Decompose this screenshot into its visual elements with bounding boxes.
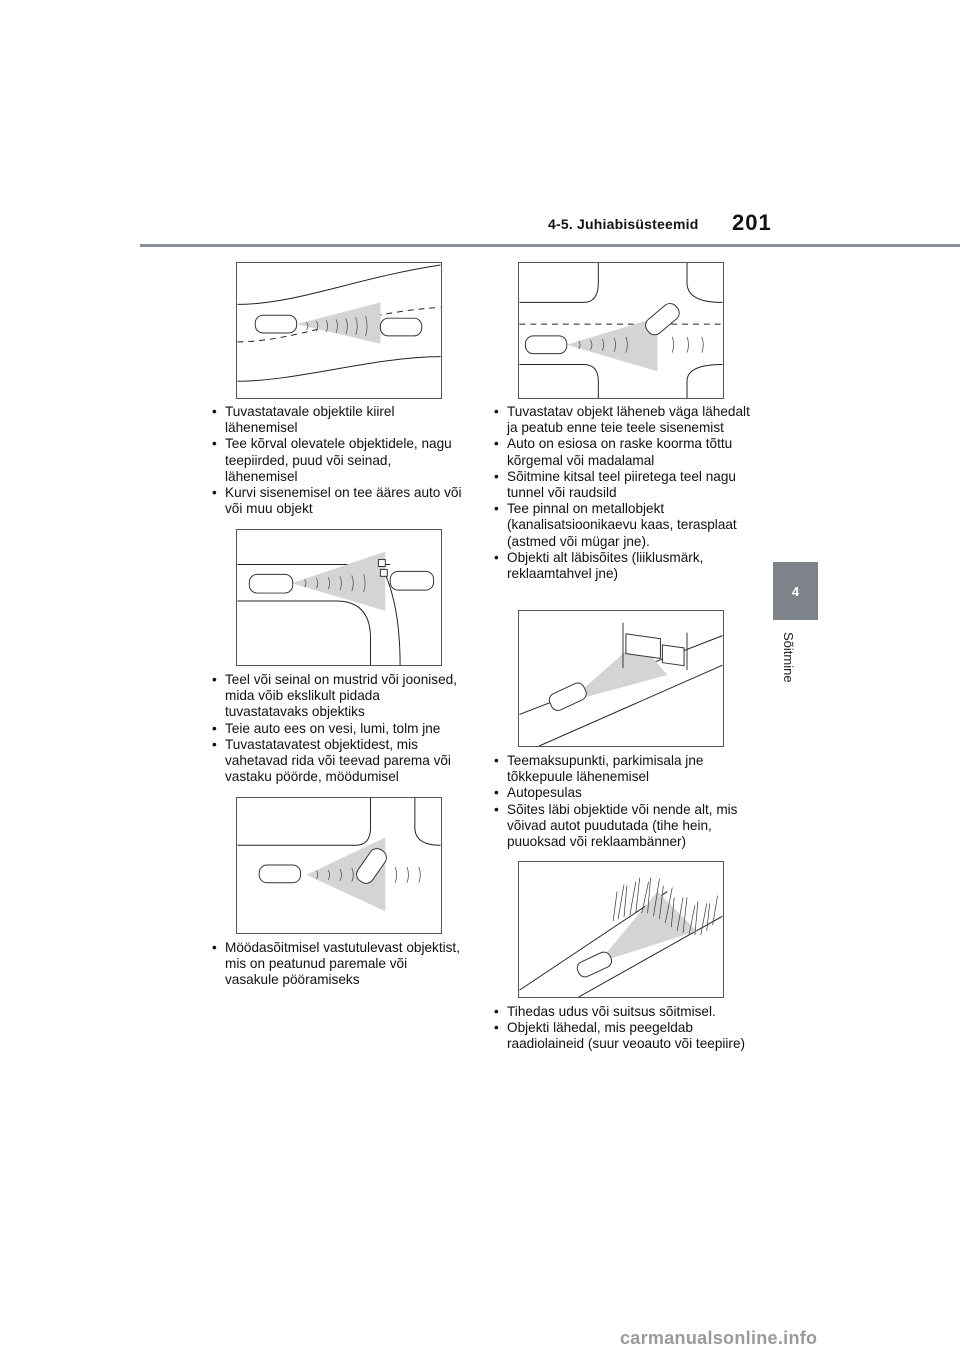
list-item: • Teie auto ees on vesi, lumi, tolm jne xyxy=(208,721,464,737)
list-item: • Tihedas udus või suitsus sõitmisel. xyxy=(490,1004,754,1020)
figure-curve-approach xyxy=(236,262,442,399)
header-divider-right xyxy=(842,244,960,247)
figure-oncoming-turn xyxy=(236,797,442,934)
illustration-curve-road xyxy=(237,263,441,398)
right-list-2 xyxy=(490,753,754,850)
left-list-3 xyxy=(208,940,464,989)
list-item: • Tee pinnal on metallobjekt (kanalisatsioonikaevu kaas, terasplaat (astmed või mügar jne). xyxy=(490,501,754,550)
illustration-crossroad xyxy=(519,263,723,398)
list-item: • Tuvastatav objekt läheneb väga lähedalt ja peatub enne teie teele sisenemist xyxy=(490,404,754,436)
chapter-tab[interactable] xyxy=(773,562,818,620)
chapter-label: Sõitmine xyxy=(781,632,796,683)
list-item: • Kurvi sisenemisel on tee ääres auto või või muu objekt xyxy=(208,485,464,517)
list-item: • Tee kõrval olevatele objektidele, nagu teepiirded, puud või seinad, lähenemisel xyxy=(208,436,464,485)
right-list-3 xyxy=(490,1004,754,1053)
list-item: • Objekti alt läbisõites (liiklusmärk, reklaamtahvel jne) xyxy=(490,550,754,582)
right-list-1 xyxy=(490,404,754,582)
figure-overhead-sign xyxy=(518,610,724,747)
left-list-1 xyxy=(208,404,464,517)
list-item: • Sõitmine kitsal teel piiretega teel nagu tunnel või raudsild xyxy=(490,469,754,501)
list-item: • Autopesulas xyxy=(490,785,754,801)
list-item: • Teel või seinal on mustrid või joonised, mida võib ekslikult pidada tuvastatavaks objektiks xyxy=(208,672,464,721)
list-item: • Sõites läbi objektide või nende alt, mis võivad autot puudutada (tihe hein, puuoksad või reklaambänner) xyxy=(490,802,754,851)
list-item: • Möödasõitmisel vastutulevast objektist, mis on peatunud paremale või vasakule pööramiseks xyxy=(208,940,464,989)
figure-dense-vegetation xyxy=(518,861,724,998)
watermark-text: carmanualsonline.info xyxy=(620,1328,818,1348)
list-item: • Objekti lähedal, mis peegeldab raadiolaineid (suur veoauto või teepiire) xyxy=(490,1020,754,1052)
header-divider xyxy=(140,244,842,247)
list-item: • Tuvastatavale objektile kiirel lähenemisel xyxy=(208,404,464,436)
illustration-corner-road xyxy=(237,530,441,665)
illustration-overhead-sign xyxy=(519,611,723,746)
illustration-intersection xyxy=(237,798,441,933)
section-title: 4-5. Juhiabisüsteemid xyxy=(548,216,699,232)
figure-crossing-object xyxy=(518,262,724,399)
chapter-number: 4 xyxy=(791,583,800,599)
illustration-dense-vegetation xyxy=(519,862,723,997)
figure-corner-objects xyxy=(236,529,442,666)
left-list-2 xyxy=(208,672,464,785)
list-item: • Auto on esiosa on raske koorma tõttu kõrgemal või madalamal xyxy=(490,436,754,468)
list-item: • Tuvastatavatest objektidest, mis vahetavad rida või teevad parema või vastaku pöörde, möödumisel xyxy=(208,737,464,786)
page-number: 201 xyxy=(732,210,772,235)
list-item: • Teemaksupunkti, parkimisala jne tõkkepuule lähenemisel xyxy=(490,753,754,785)
